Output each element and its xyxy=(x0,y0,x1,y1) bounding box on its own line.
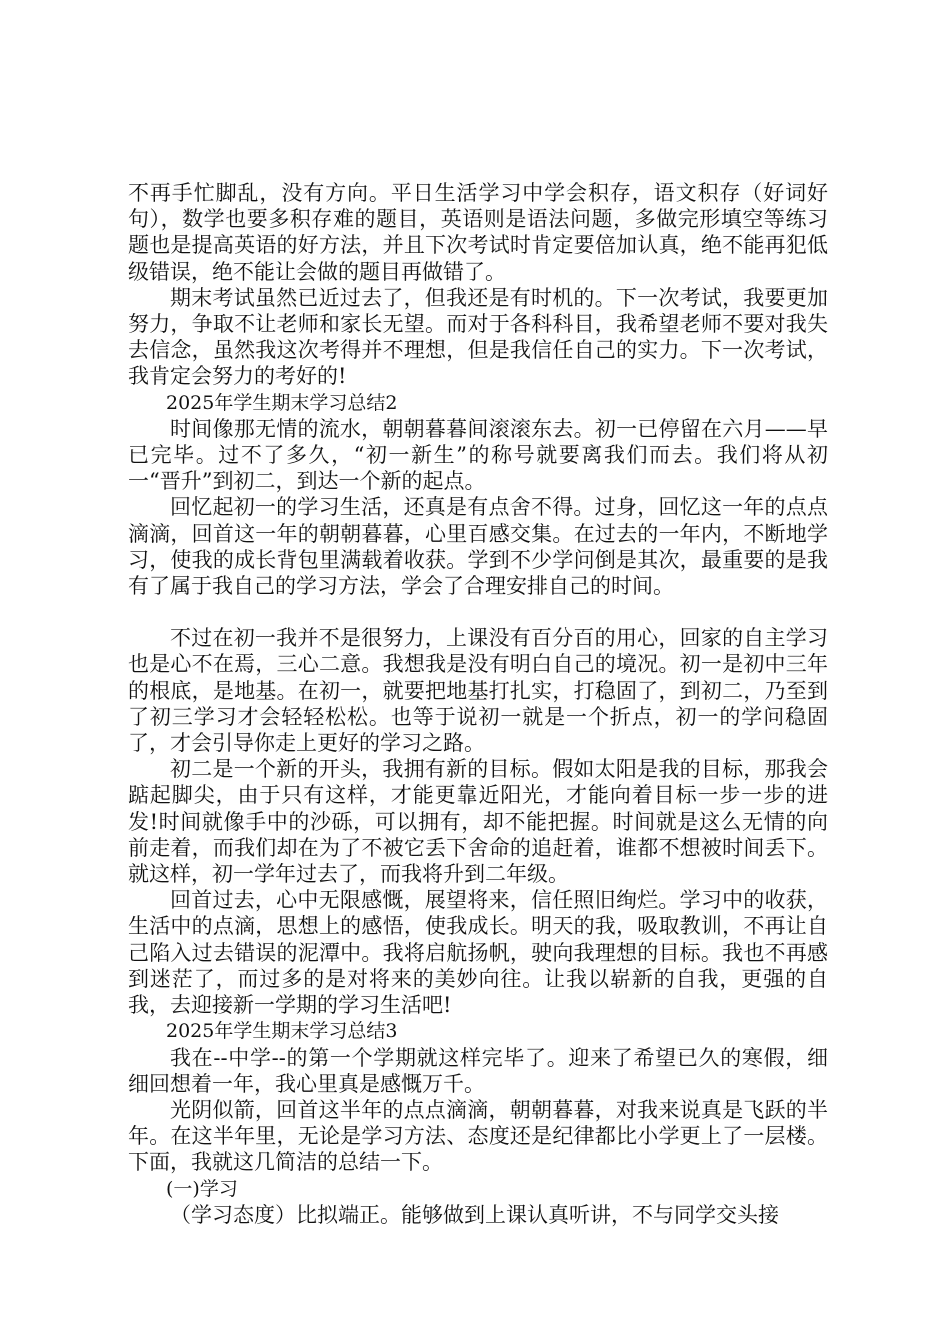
paragraph-continuation: 不再手忙脚乱，没有方向。平日生活学习中学会积存，语文积存（好词好句），数学也要多积存难的题目，英语则是语法问题，多做完形填空等练习题也是提高英语的好方法，并且下次考试时肯定要倍加认真，绝不能再犯低级错误，绝不能让会做的题目再做错了。 xyxy=(128,181,828,284)
paragraph-first-semester: 我在--中学--的第一个学期就这样完毕了。迎来了希望已久的寒假，细细回想着一年，我心里真是感慨万千。 xyxy=(128,1045,828,1096)
paragraph-new-beginning: 初二是一个新的开头，我拥有新的目标。假如太阳是我的目标，那我会踮起脚尖，由于只有这样，才能更靠近阳光，才能向着目标一步一步的进发!时间就像手中的沙砾，可以拥有，却不能把握。时间就是这么无情的向前走着，而我们却在为了不被它丢下舍命的追赶着，谁都不想被时间丢下。就这样，初一学年过去了，而我将升到二年级。 xyxy=(128,757,828,887)
paragraph-look-back: 回首过去，心中无限感慨，展望将来，信任照旧绚烂。学习中的收获，生活中的点滴，思想上的感悟，使我成长。明天的我，吸取教训，不再让自己陷入过去错误的泥潭中。我将启航扬帆，驶向我理想的目标。我也不再感到迷茫了，而过多的是对将来的美妙向往。让我以崭新的自我，更强的自我，去迎接新一学期的学习生活吧! xyxy=(128,888,828,1018)
paragraph-exam-reflection: 期末考试虽然已近过去了，但我还是有时机的。下一次考试，我要更加努力，争取不让老师和家长无望。而对于各科科目，我希望老师不要对我失去信念，虽然我这次考得并不理想，但是我信任自己的实力。下一次考试，我肯定会努力的考好的! xyxy=(128,285,828,389)
paragraph-half-year: 光阴似箭，回首这半年的点点滴滴，朝朝暮暮，对我来说真是飞跃的半年。在这半年里，无论是学习方法、态度还是纪律都比小学更上了一层楼。下面，我就这几简洁的总结一下。 xyxy=(128,1097,828,1175)
paragraph-time-flows: 时间像那无情的流水，朝朝暮暮间滚滚东去。初一已停留在六月——早已完毕。过不了多久，“初一新生”的称号就要离我们而去。我们将从初一“晋升”到初二，到达一个新的起点。 xyxy=(128,416,828,494)
paragraph-not-hardworking: 不过在初一我并不是很努力，上课没有百分百的用心，回家的自主学习也是心不在焉，三心二意。我想我是没有明白自己的境况。初一是初中三年的根底，是地基。在初一，就要把地基打扎实，打稳固了，到初二，乃至到了初三学习才会轻轻松松。也等于说初一就是一个折点，初一的学问稳固了，才会引导你走上更好的学习之路。 xyxy=(128,626,828,756)
paragraph-study-attitude: （学习态度）比拟端正。能够做到上课认真听讲，不与同学交头接 xyxy=(170,1202,779,1227)
paragraph-recall-first-year: 回忆起初一的学习生活，还真是有点舍不得。过身，回忆这一年的点点滴滴，回首这一年的朝朝暮暮，心里百感交集。在过去的一年内，不断地学习，使我的成长背包里满载着收获。学到不少学问倒是其次，最重要的是我有了属于我自己的学习方法，学会了合理安排自己的时间。 xyxy=(128,495,828,599)
document-body xyxy=(128,180,828,1228)
section-heading-summary-3: 2025年学生期末学习总结3 xyxy=(166,1020,398,1043)
subheading-study: (一)学习 xyxy=(166,1177,238,1200)
section-heading-summary-2: 2025年学生期末学习总结2 xyxy=(166,391,398,414)
